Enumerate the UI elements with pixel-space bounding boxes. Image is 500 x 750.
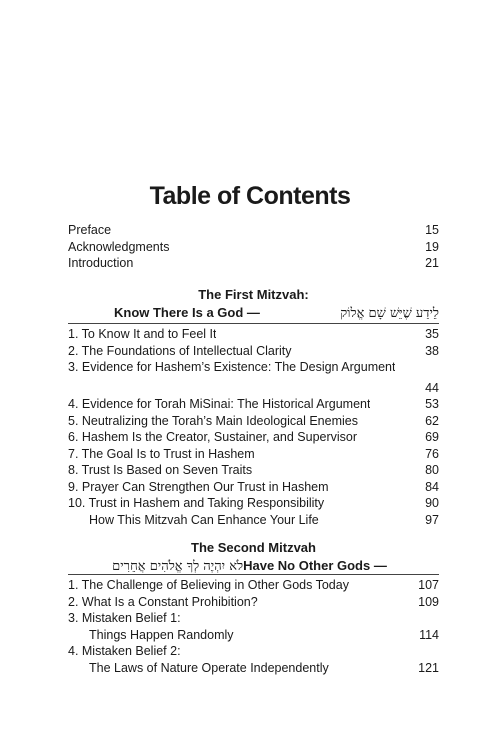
section-subtitle-hebrew: לֹא יִהְיֶה לְךָ אֱלֹהִים אֲחֵרִים [112, 559, 244, 574]
entry-page: 97 [425, 512, 439, 527]
section-subtitle-english: Have No Other Gods — [243, 558, 387, 573]
section-subtitle [68, 304, 439, 322]
toc-entry[interactable] [68, 462, 439, 479]
toc-entry[interactable] [68, 326, 439, 343]
toc-entry[interactable] [68, 495, 439, 512]
toc-entry[interactable] [68, 627, 439, 644]
section1-list [68, 326, 439, 528]
entry-label: 1. The Challenge of Believing in Other Gods Today [68, 578, 349, 592]
entry-label: The Laws of Nature Operate Independently [89, 660, 329, 675]
section-heading-second-mitzvah [68, 539, 439, 575]
toc-entry-introduction[interactable] [68, 255, 439, 272]
toc-entry-preface[interactable] [68, 222, 439, 239]
entry-page: 62 [425, 413, 439, 428]
toc-entry[interactable] [68, 610, 439, 627]
toc-entry[interactable] [68, 359, 439, 376]
toc-entry[interactable] [68, 429, 439, 446]
entry-label: 4. Mistaken Belief 2: [68, 644, 181, 658]
section-subtitle-english: Know There Is a God — [114, 305, 260, 320]
section-title: The First Mitzvah: [198, 287, 309, 302]
page-title: Table of Contents [149, 182, 351, 210]
toc-entry[interactable] [68, 479, 439, 496]
entry-label: 9. Prayer Can Strengthen Our Trust in Hashem [68, 479, 329, 494]
section-subtitle-hebrew: לֵידַע שֶׁיֵּשׁ שָׁם אֱלוֹק [340, 306, 439, 321]
entry-page: 53 [425, 397, 439, 411]
section-heading-first-mitzvah [68, 286, 439, 322]
entry-page: 84 [425, 479, 439, 494]
entry-page: 21 [425, 256, 439, 270]
entry-label: 2. The Foundations of Intellectual Clarity [68, 343, 292, 358]
entry-page: 69 [425, 430, 439, 444]
toc-entry[interactable] [68, 594, 439, 611]
toc-entry[interactable] [68, 343, 439, 360]
entry-page: 76 [425, 446, 439, 461]
toc-entry[interactable] [68, 577, 439, 594]
toc-entry[interactable] [68, 413, 439, 430]
entry-page: 121 [418, 660, 439, 675]
toc-entry[interactable] [68, 512, 439, 529]
entry-label: Introduction [68, 256, 134, 270]
entry-page: 19 [425, 239, 439, 254]
entry-label: 10. Trust in Hashem and Taking Responsibility [68, 496, 325, 510]
toc-entry[interactable] [68, 660, 439, 677]
section2-list [68, 577, 439, 676]
section-title: The Second Mitzvah [191, 540, 316, 555]
entry-page: 114 [419, 627, 439, 642]
entry-label: Things Happen Randomly [89, 627, 234, 642]
toc-entry[interactable] [68, 446, 439, 463]
section-divider [68, 323, 439, 324]
entry-label: 8. Trust Is Based on Seven Traits [68, 463, 253, 477]
section-divider [68, 574, 439, 575]
entry-label: 6. Hashem Is the Creator, Sustainer, and Supervisor [68, 430, 358, 444]
entry-label: 2. What Is a Constant Prohibition? [68, 594, 258, 609]
entry-label: Preface [68, 223, 112, 237]
entry-page: 80 [425, 463, 439, 477]
toc-entry[interactable] [68, 643, 439, 660]
entry-page: 35 [425, 327, 439, 341]
toc-entry[interactable] [68, 396, 439, 413]
entry-page: 109 [418, 594, 439, 609]
entry-label: 1. To Know It and to Feel It [68, 327, 217, 341]
entry-page: 107 [418, 578, 439, 592]
entry-label: How This Mitzvah Can Enhance Your Life [89, 512, 319, 527]
toc-entry-acknowledgments[interactable] [68, 239, 439, 256]
entry-page: 38 [425, 343, 439, 358]
toc-entry-page-continuation[interactable] [68, 380, 439, 397]
entry-label: 3. Mistaken Belief 1: [68, 611, 181, 625]
entry-label: 5. Neutralizing the Torah’s Main Ideological Enemies [68, 413, 358, 428]
entry-label: Acknowledgments [68, 239, 170, 254]
entry-label: 4. Evidence for Torah MiSinai: The Historical Argument [68, 397, 371, 411]
entry-label: 3. Evidence for Hashem’s Existence: The Design Argument [68, 360, 396, 374]
entry-label: 7. The Goal Is to Trust in Hashem [68, 446, 255, 461]
section-subtitle [68, 557, 439, 575]
entry-page: 44 [425, 380, 439, 395]
entry-page: 15 [425, 223, 439, 237]
front-matter-list [68, 222, 439, 272]
entry-page: 90 [425, 496, 439, 510]
